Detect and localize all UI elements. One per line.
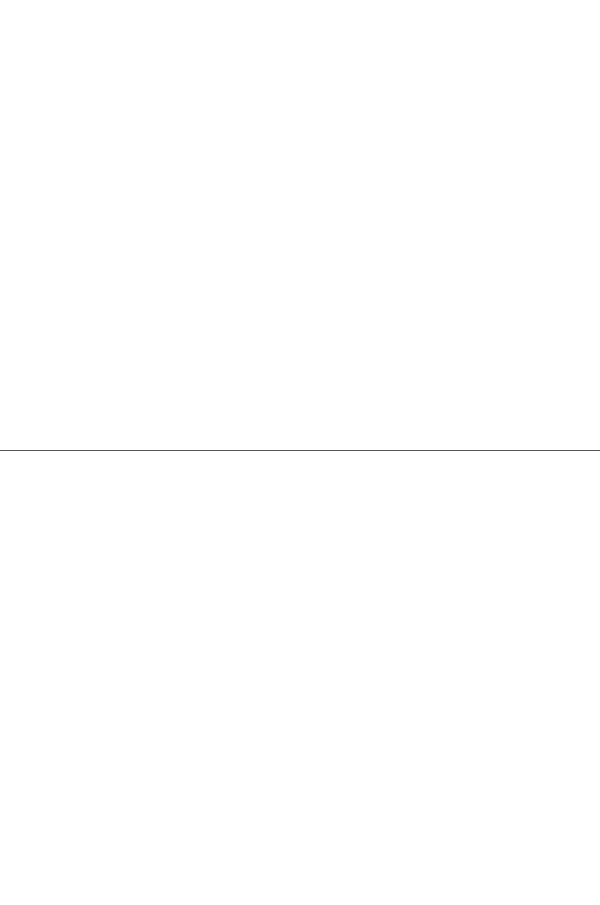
tier-divider (0, 450, 600, 451)
top-tier (0, 0, 600, 450)
bottom-tier (0, 452, 600, 905)
